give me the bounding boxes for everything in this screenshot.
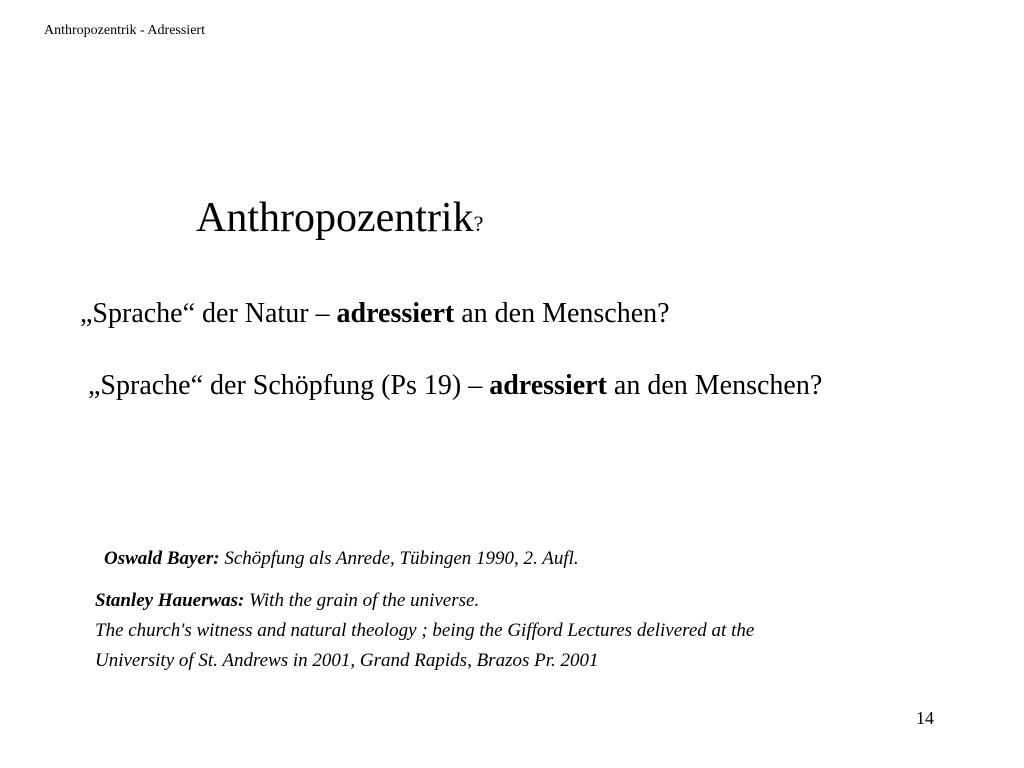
reference-bayer-text: Schöpfung als Anrede, Tübingen 1990, 2. Aufl.	[219, 548, 579, 569]
reference-bayer-author: Oswald Bayer:	[104, 548, 220, 569]
question-nature-emphasis: adressiert	[336, 298, 455, 329]
title-question-mark: ?	[473, 211, 484, 236]
page-number: 14	[916, 708, 934, 728]
slide-header: Anthropozentrik - Adressiert	[44, 23, 205, 38]
question-nature	[80, 296, 670, 332]
question-nature-suffix: an den Menschen?	[454, 298, 670, 329]
reference-hauerwas-line-3: University of St. Andrews in 2001, Grand Rapids, Brazos Pr. 2001	[95, 650, 599, 671]
reference-hauerwas-line-2: The church's witness and natural theology ; being the Gifford Lectures delivered at the	[95, 620, 755, 641]
reference-hauerwas-author: Stanley Hauerwas:	[95, 590, 245, 611]
slide-title	[196, 192, 483, 250]
question-creation-emphasis: adressiert	[489, 370, 607, 401]
question-nature-prefix: „Sprache“ der Natur –	[80, 298, 337, 329]
title-text: Anthropozentrik	[196, 195, 474, 241]
reference-hauerwas-text: With the grain of the universe.	[244, 590, 480, 611]
reference-bayer	[104, 546, 579, 572]
reference-hauerwas	[95, 586, 1005, 676]
question-creation-prefix: „Sprache“ der Schöpfung (Ps 19) –	[88, 370, 490, 401]
reference-hauerwas-first-line	[95, 586, 1005, 616]
question-creation-suffix: an den Menschen?	[606, 370, 823, 401]
question-creation	[88, 368, 822, 404]
